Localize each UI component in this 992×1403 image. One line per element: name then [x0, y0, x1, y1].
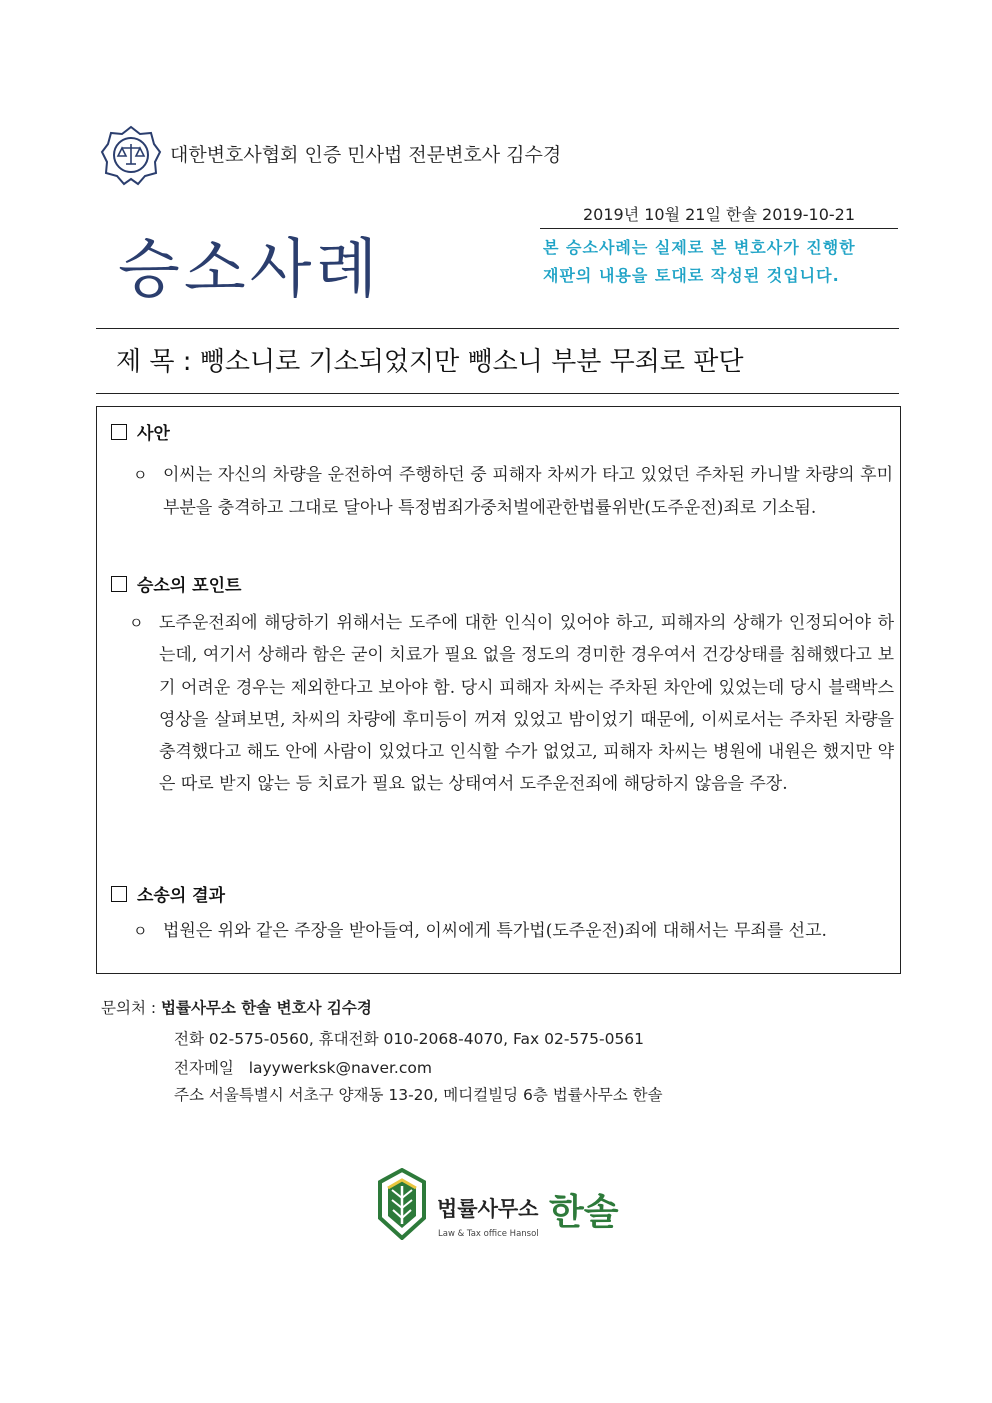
bullet-mark: ㅇ: [133, 922, 148, 940]
logo-english-name: Law & Tax office Hansol: [438, 1229, 539, 1239]
section-body-result: [133, 915, 893, 948]
contact-email-line: [174, 1056, 432, 1078]
logo-office-name: 법률사무소: [437, 1197, 539, 1221]
email-address: layywerksk@naver.com: [248, 1059, 432, 1077]
contact-office: 법률사무소 한솔 변호사 김수경: [161, 999, 372, 1017]
section-text: 도주운전죄에 해당하기 위해서는 도주에 대한 인식이 있어야 하고, 피해자의 상해가 인정되어야 하는데, 여기서 상해라 함은 굳이 치료가 필요 없을 정도의 경미한 경우여서 건강상태를 침해했다고 보기 어려운 경우는 제외한다고 보아야 함. 당시 피해자 차씨는 주차된 차안에 있었는데 당시 블랙박스 영상을 살펴보면, 차씨의 차량에 후미등이 꺼져 있었고 밤이었기 때문에, 이씨로서는 주차된 차량을 충격했다고 해도 안에 사람이 있었다고 인식할 수가 없었고, 피해자 차씨는 병원에 내원은 했지만 약은 따로 받지 않는 등 치료가 필요 없는 상태여서 도주운전죄에 해당하지 않음을 주장.: [159, 613, 894, 795]
divider-bottom: [96, 393, 899, 394]
bullet-mark: ㅇ: [129, 614, 144, 632]
logo-brand-name: 한솔: [549, 1192, 619, 1233]
checkbox-square-icon: [111, 424, 127, 440]
section-body-winning-point: [129, 607, 894, 801]
bullet-mark: ㅇ: [133, 466, 148, 484]
bar-association-seal-icon: [100, 124, 162, 186]
date-line: 2019년 10월 21일 한솔 2019-10-21: [540, 202, 898, 229]
section-heading-winning-point: 승소의 포인트: [111, 571, 241, 596]
contact-address: 주소 서울특별시 서초구 양재동 13-20, 메디컬빌딩 6층 법률사무소 한솔: [174, 1086, 663, 1104]
section-text: 이씨는 자신의 차량을 운전하여 주행하던 중 피해자 차씨가 타고 있었던 주차된 카니발 차량의 후미 부분을 충격하고 그대로 달아나 특정범죄가중처벌에관한법률위반(도주운전)죄로 기소됨.: [163, 465, 893, 518]
checkbox-square-icon: [111, 886, 127, 902]
contact-phones: 전화 02-575-0560, 휴대전화 010-2068-4070, Fax 02-575-0561: [174, 1030, 645, 1048]
notice-text: 본 승소사례는 실제로 본 변호사가 진행한 재판의 내용을 토대로 작성된 것입니다.: [543, 238, 856, 285]
section-heading-result: 소송의 결과: [111, 881, 225, 906]
green-leaf-logo-icon: [376, 1168, 428, 1240]
section-heading-case: 사안: [111, 419, 170, 444]
case-details-box: [96, 406, 901, 974]
divider-top: [96, 328, 899, 329]
subject-line: 제 목 : 뺑소니로 기소되었지만 뺑소니 부분 무죄로 판단: [116, 347, 744, 377]
checkbox-square-icon: [111, 576, 127, 592]
contact-label: 문의처 :: [101, 999, 161, 1017]
contact-line: [101, 996, 372, 1018]
section-text: 법원은 위와 같은 주장을 받아들여, 이씨에게 특가법(도주운전)죄에 대해서는 무죄를 선고.: [163, 921, 827, 941]
section-body-case: [133, 459, 893, 525]
page-title: 승소사례: [118, 233, 382, 307]
association-certification-line: 대한변호사협회 인증 민사법 전문변호사 김수경: [170, 144, 562, 166]
email-label: 전자메일: [174, 1059, 234, 1077]
